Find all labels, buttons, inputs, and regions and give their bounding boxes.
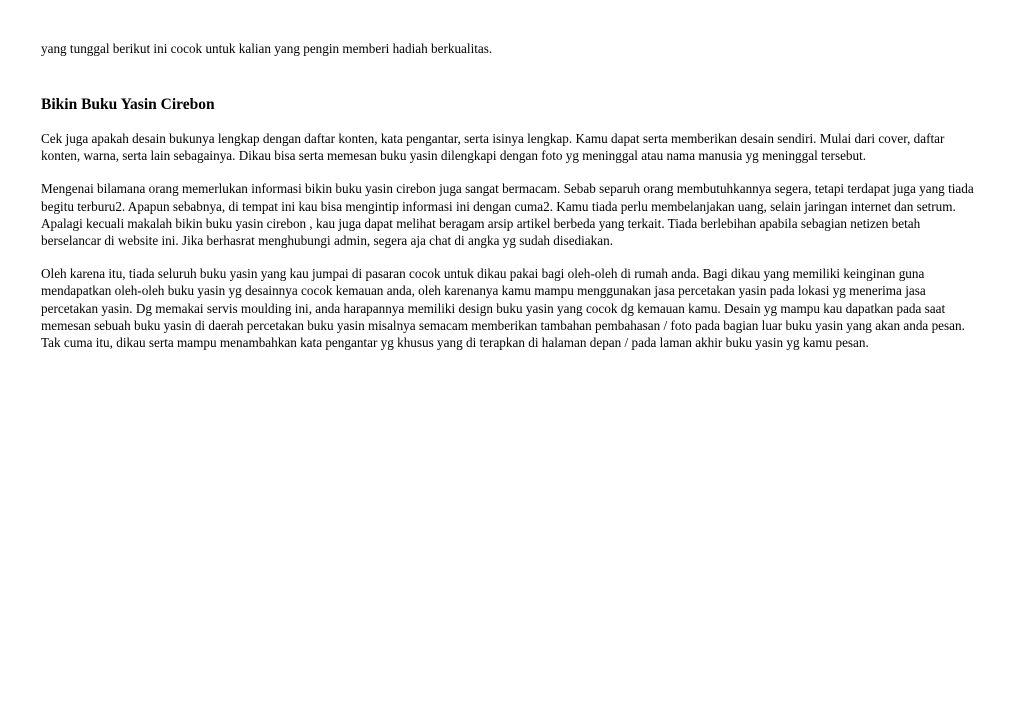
paragraph-3: Oleh karena itu, tiada seluruh buku yasin yang kau jumpai di pasaran cocok untuk dikau pakai bagi oleh-oleh di rumah anda. Bagi dikau yang memiliki keinginan guna mendapatkan oleh-oleh buku yasin yg desainnya cocok kemauan anda, oleh karenanya kamu mampu menggunakan jasa percetakan yasin pada lokasi yg menerima jasa percetakan yasin. Dg memakai servis moulding ini, anda harapannya memiliki design buku yasin yang cocok dg kemauan kamu. Desain yg mampu kau dapatkan pada saat memesan sebuah buku yasin di daerah percetakan buku yasin misalnya semacam memberikan tambahan pembahasan / foto pada bagian luar buku yasin yang akan anda pesan. Tak cuma itu, dikau serta mampu menambahkan kata pengantar yg khusus yang di terapkan di halaman depan / pada laman akhir buku yasin yg kamu pesan. (41, 266, 965, 351)
document-page (41, 40, 983, 351)
intro-line: yang tunggal berikut ini cocok untuk kalian yang pengin memberi hadiah berkualitas. (41, 41, 493, 56)
section-heading: Bikin Buku Yasin Cirebon (41, 96, 215, 113)
paragraph-2: Mengenai bilamana orang memerlukan informasi bikin buku yasin cirebon juga sangat bermacam. Sebab separuh orang membutuhkannya segera, tetapi terdapat juga yang tiada begitu terburu2. Apapun sebabnya, di tempat ini kau bisa mengintip informasi ini dengan cuma2. Kamu tiada perlu membelanjakan uang, selain jaringan internet dan setrum. Apalagi kecuali makalah bikin buku yasin cirebon , kau juga dapat melihat beragam arsip artikel berbeda yang terkait. Tiada berlebihan apabila sebagian netizen betah berselancar di website ini. Jika berhasrat menghubungi admin, segera aja chat di angka yg sudah disediakan. (41, 181, 974, 249)
paragraph-1: Cek juga apakah desain bukunya lengkap dengan daftar konten, kata pengantar, serta isinya lengkap. Kamu dapat serta memberikan desain sendiri. Mulai dari cover, daftar konten, warna, serta lain sebagainya. Dikau bisa serta memesan buku yasin dilengkapi dengan foto yg meninggal atau nama manusia yg meninggal tersebut. (41, 131, 945, 164)
